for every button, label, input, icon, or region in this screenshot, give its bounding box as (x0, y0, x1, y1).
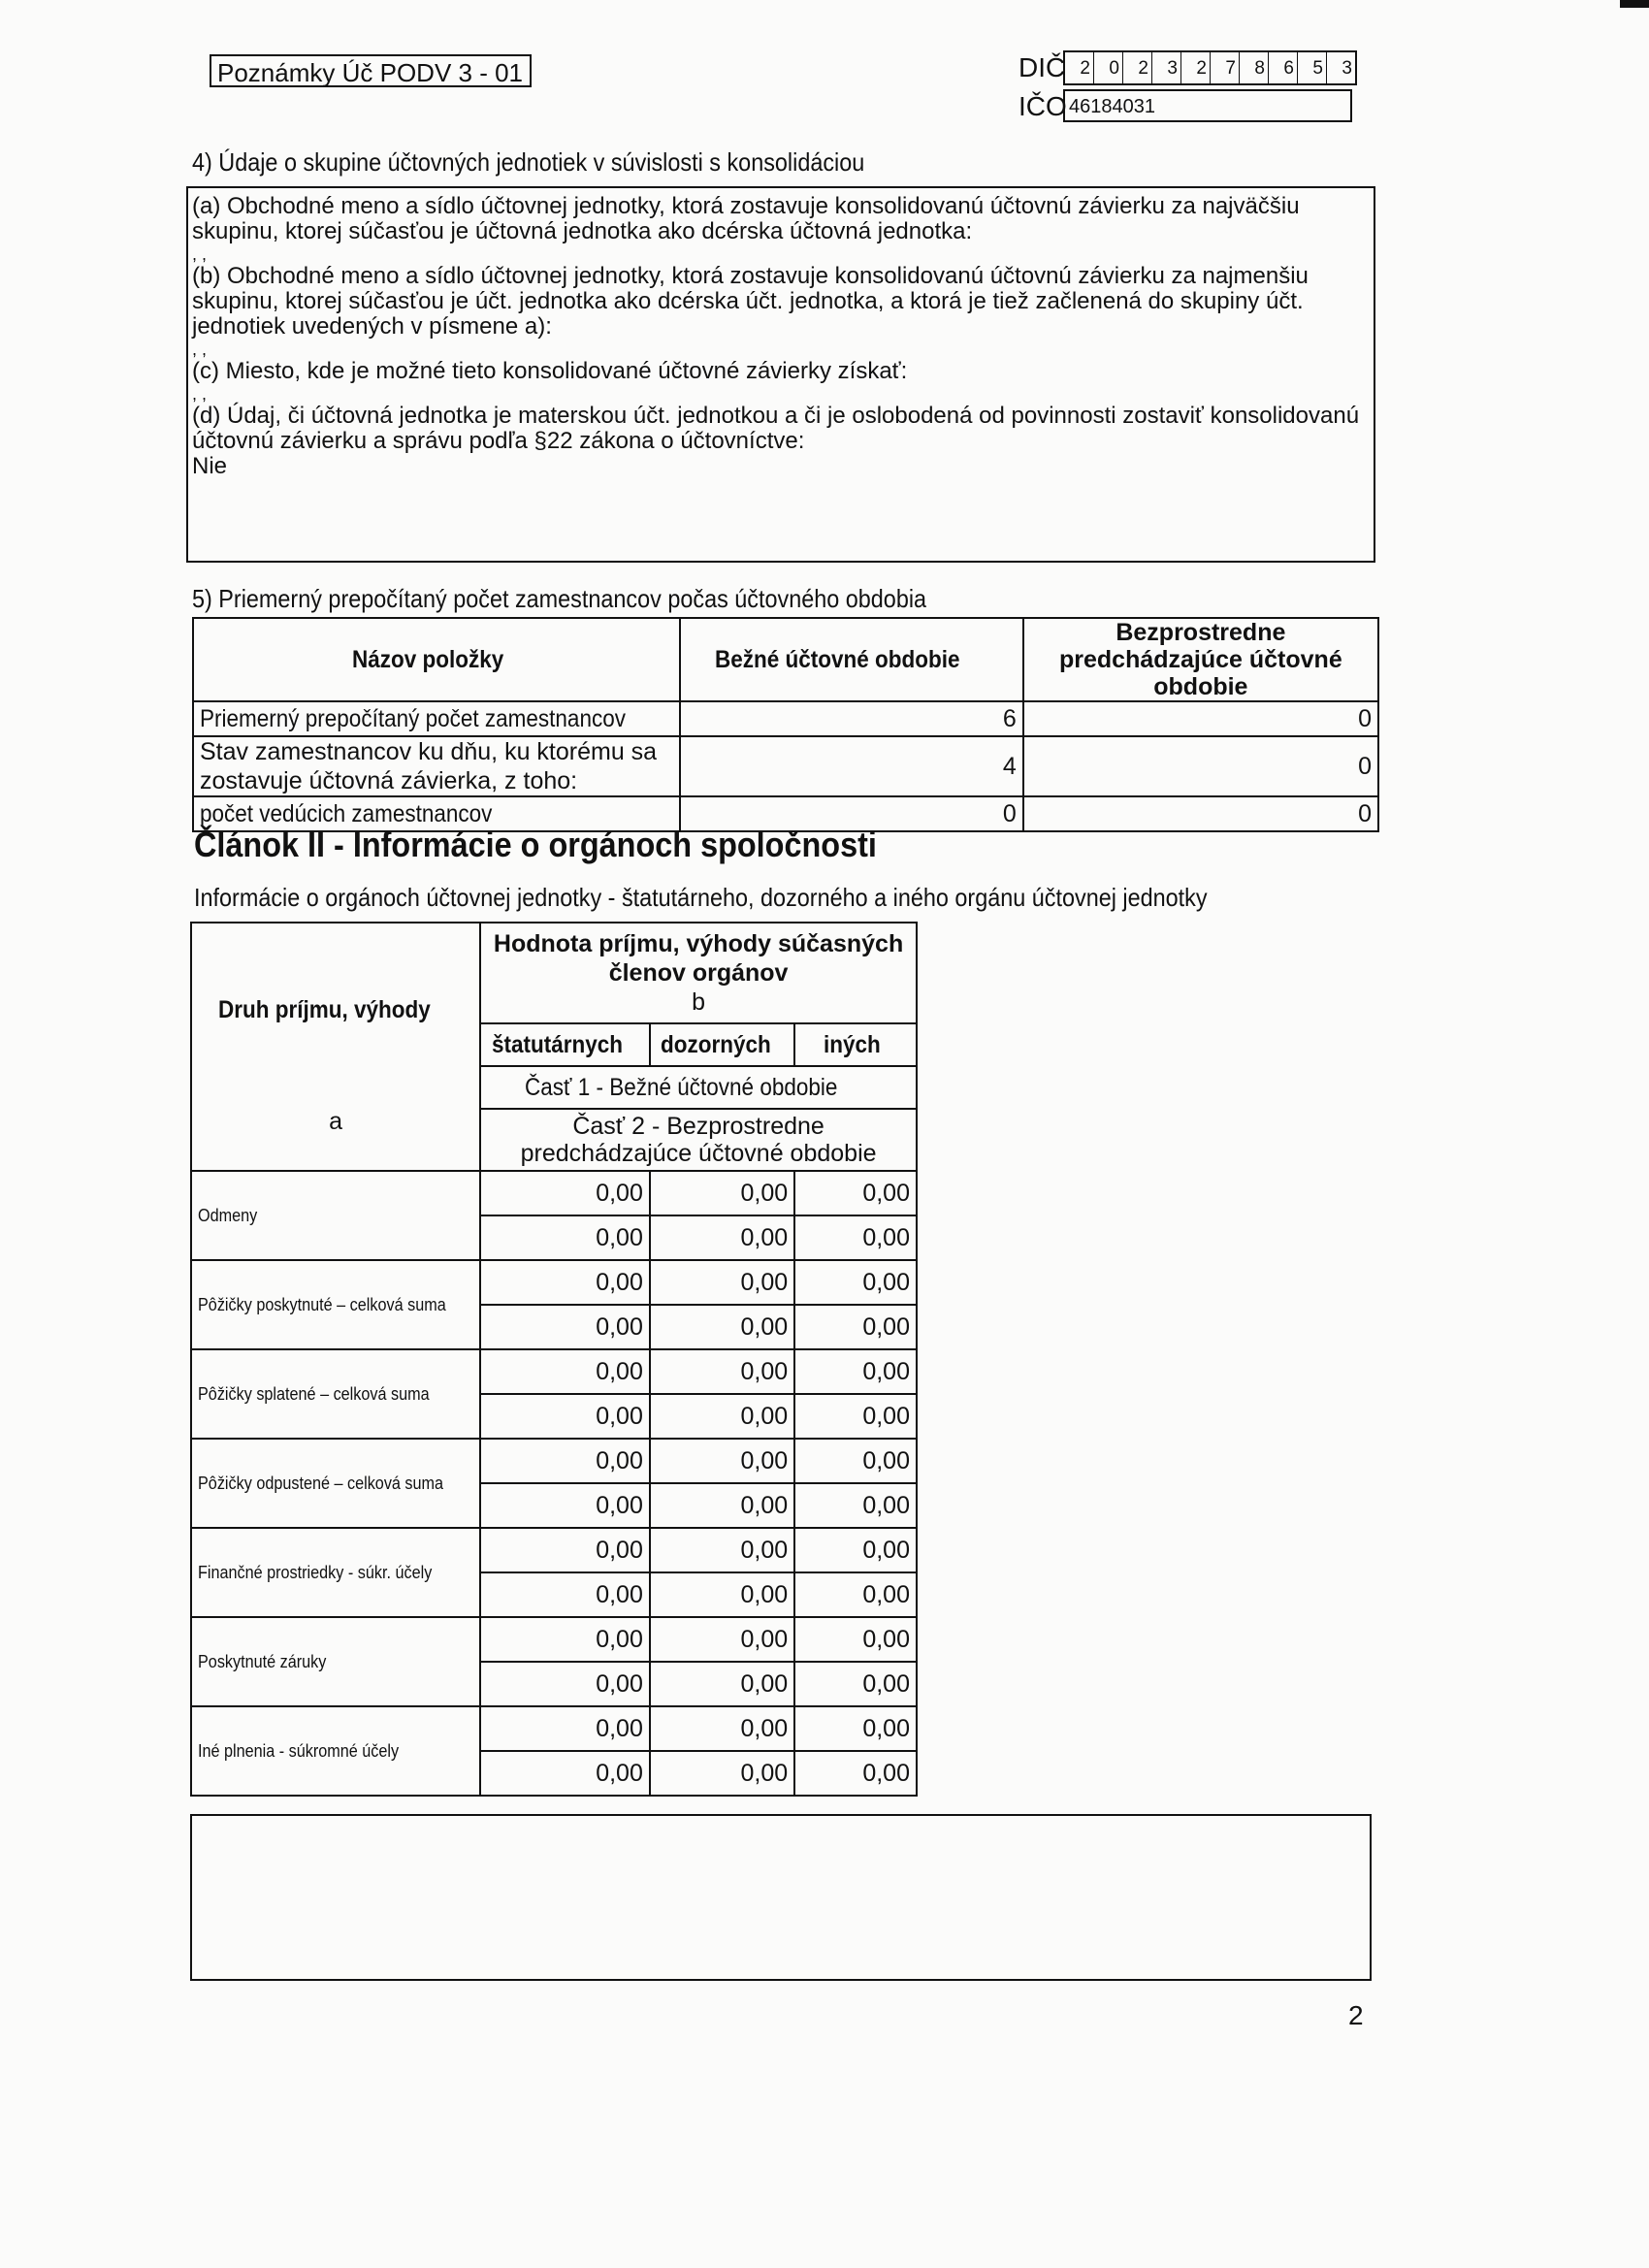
table-row (193, 736, 1378, 796)
value-cell: 0,00 (794, 1751, 917, 1796)
value-cell: 0,00 (650, 1260, 794, 1305)
table-row (191, 1528, 917, 1572)
value-cell: 0,00 (650, 1439, 794, 1483)
value-cell: 0,00 (480, 1617, 650, 1662)
table-row (191, 1706, 917, 1751)
dic-digit: 0 (1094, 52, 1123, 83)
dic-digit: 2 (1123, 52, 1152, 83)
income-row-label: Pôžičky poskytnuté – celková suma (191, 1260, 480, 1349)
employees-row-current: 0 (680, 796, 1023, 831)
value-cell: 0,00 (480, 1572, 650, 1617)
value-cell: 0,00 (650, 1528, 794, 1572)
dic-digit-box (1063, 50, 1357, 85)
dic-digit: 5 (1298, 52, 1327, 83)
value-cell: 0,00 (480, 1215, 650, 1260)
employees-row-name: Stav zamestnancov ku dňu, ku ktorému sa zostavuje účtovná závierka, z toho: (193, 736, 680, 796)
employees-header-name: Názov položky (193, 618, 680, 701)
value-cell: 0,00 (480, 1483, 650, 1528)
col-a-letter: a (329, 1108, 343, 1135)
col-b-header (480, 923, 917, 1023)
ico-label: IČO (1018, 91, 1067, 121)
section5-title: 5) Priemerný prepočítaný počet zamestnancov počas účtovného obdobia (192, 584, 927, 613)
value-cell: 0,00 (480, 1662, 650, 1706)
income-row-label: Finančné prostriedky - súkr. účely (191, 1528, 480, 1617)
income-row-label: Poskytnuté záruky (191, 1617, 480, 1706)
section4-a-value: , , (192, 244, 208, 264)
dic-digit: 3 (1342, 58, 1352, 79)
value-cell: 0,00 (480, 1349, 650, 1394)
value-cell: 0,00 (650, 1617, 794, 1662)
table-row (191, 1349, 917, 1394)
income-row-label: Pôžičky splatené – celková suma (191, 1349, 480, 1439)
value-cell: 0,00 (794, 1706, 917, 1751)
table-row (191, 1617, 917, 1662)
value-cell: 0,00 (794, 1305, 917, 1349)
employees-table (192, 617, 1379, 832)
section4-title: 4) Údaje o skupine účtovných jednotiek v súvislosti s konsolidáciou (192, 147, 865, 177)
dic-digit: 2 (1065, 52, 1094, 83)
subheader-supervisory: dozorných (650, 1023, 794, 1066)
value-cell: 0,00 (650, 1349, 794, 1394)
part2-label: Časť 2 - Bezprostredne predchádzajúce účtovné obdobie (480, 1109, 917, 1171)
bodies-income-table (190, 922, 918, 1797)
section4-b-value: , , (192, 340, 208, 359)
value-cell: 0,00 (794, 1439, 917, 1483)
income-row-label: Pôžičky odpustené – celková suma (191, 1439, 480, 1528)
subheader-other: iných (794, 1023, 917, 1066)
value-cell: 0,00 (794, 1215, 917, 1260)
value-cell: 0,00 (480, 1706, 650, 1751)
employees-row-name: počet vedúcich zamestnancov (193, 796, 680, 831)
form-title: Poznámky Úč PODV 3 - 01 (210, 54, 532, 87)
employees-row-previous: 0 (1023, 796, 1378, 831)
value-cell: 0,00 (480, 1394, 650, 1439)
dic-digit: 7 (1211, 52, 1240, 83)
section4-a-text: (a) Obchodné meno a sídlo účtovnej jednotky, ktorá zostavuje konsolidovanú účtovnú závierku za najväčšiu skupinu, ktorej súčasťou je účtovná jednotka ako dcérska účtovná jednotka: (192, 193, 1300, 244)
employees-row-name: Priemerný prepočítaný počet zamestnancov (193, 701, 680, 736)
employees-header-previous: Bezprostredne predchádzajúce účtovné obdobie (1023, 618, 1378, 701)
value-cell: 0,00 (794, 1617, 917, 1662)
value-cell: 0,00 (650, 1662, 794, 1706)
value-cell: 0,00 (480, 1751, 650, 1796)
section4-c-text: (c) Miesto, kde je možné tieto konsolidované účtovné závierky získať: (192, 358, 908, 384)
value-cell: 0,00 (794, 1572, 917, 1617)
scan-corner-mark (1620, 0, 1649, 8)
value-cell: 0,00 (480, 1305, 650, 1349)
value-cell: 0,00 (650, 1215, 794, 1260)
notes-box (190, 1814, 1372, 1981)
article2-title: Článok II - Informácie o orgánoch spoločnosti (194, 825, 877, 864)
table-row (193, 701, 1378, 736)
income-row-label: Odmeny (191, 1171, 480, 1260)
part1-label: Časť 1 - Bežné účtovné obdobie (480, 1066, 917, 1109)
dic-digit: 8 (1240, 52, 1269, 83)
value-cell: 0,00 (480, 1260, 650, 1305)
col-b-title: Hodnota príjmu, výhody súčasných členov orgánov (493, 930, 904, 987)
section4-b-text: (b) Obchodné meno a sídlo účtovnej jednotky, ktorá zostavuje konsolidovanú účtovnú závierku za najmenšiu skupinu, ktorej súčasťou je účt. jednotka ako dcérska účt. jednotka, a ktorá je tiež začlenená do skupiny účt. jednotiek uvedených v písmene a): (192, 263, 1309, 340)
value-cell: 0,00 (794, 1171, 917, 1215)
table-row (191, 1260, 917, 1305)
value-cell: 0,00 (794, 1394, 917, 1439)
value-cell: 0,00 (794, 1349, 917, 1394)
table-row (191, 1439, 917, 1483)
col-a-title: Druh príjmu, výhody (217, 996, 431, 1023)
table-row (191, 1171, 917, 1215)
value-cell: 0,00 (650, 1171, 794, 1215)
section4-d-value: Nie (192, 453, 228, 479)
col-b-letter: b (692, 988, 706, 1016)
employees-row-previous: 0 (1023, 701, 1378, 736)
value-cell: 0,00 (794, 1662, 917, 1706)
income-row-label: Iné plnenia - súkromné účely (191, 1706, 480, 1796)
employees-row-current: 6 (680, 701, 1023, 736)
page-number: 2 (1348, 2000, 1364, 2030)
value-cell: 0,00 (650, 1305, 794, 1349)
value-cell: 0,00 (794, 1528, 917, 1572)
value-cell: 0,00 (794, 1483, 917, 1528)
ico-value: 46184031 (1063, 89, 1352, 122)
dic-label: DIČ (1018, 52, 1066, 82)
employees-row-previous: 0 (1023, 736, 1378, 796)
value-cell: 0,00 (480, 1528, 650, 1572)
col-a-header (191, 923, 480, 1171)
value-cell: 0,00 (480, 1439, 650, 1483)
dic-digit: 2 (1181, 52, 1211, 83)
article2-subtitle: Informácie o orgánoch účtovnej jednotky - štatutárneho, dozorného a iného orgánu účtovnej jednotky (194, 883, 1208, 912)
dic-digit: 6 (1269, 52, 1298, 83)
dic-digit: 3 (1152, 52, 1181, 83)
value-cell: 0,00 (650, 1572, 794, 1617)
value-cell: 0,00 (650, 1483, 794, 1528)
value-cell: 0,00 (650, 1706, 794, 1751)
subheader-statutory: štatutárnych (480, 1023, 650, 1066)
value-cell: 0,00 (650, 1394, 794, 1439)
section4-c-value: , , (192, 384, 208, 404)
value-cell: 0,00 (794, 1260, 917, 1305)
section4-box (186, 186, 1375, 563)
employees-header-current: Bežné účtovné obdobie (680, 618, 1023, 701)
section4-d-text: (d) Údaj, či účtovná jednotka je materskou účt. jednotkou a či je oslobodená od povinnosti zostaviť konsolidovanú účtovnú závierku a správu podľa §22 zákona o účtovníctve: (192, 403, 1360, 454)
value-cell: 0,00 (480, 1171, 650, 1215)
employees-row-current: 4 (680, 736, 1023, 796)
value-cell: 0,00 (650, 1751, 794, 1796)
